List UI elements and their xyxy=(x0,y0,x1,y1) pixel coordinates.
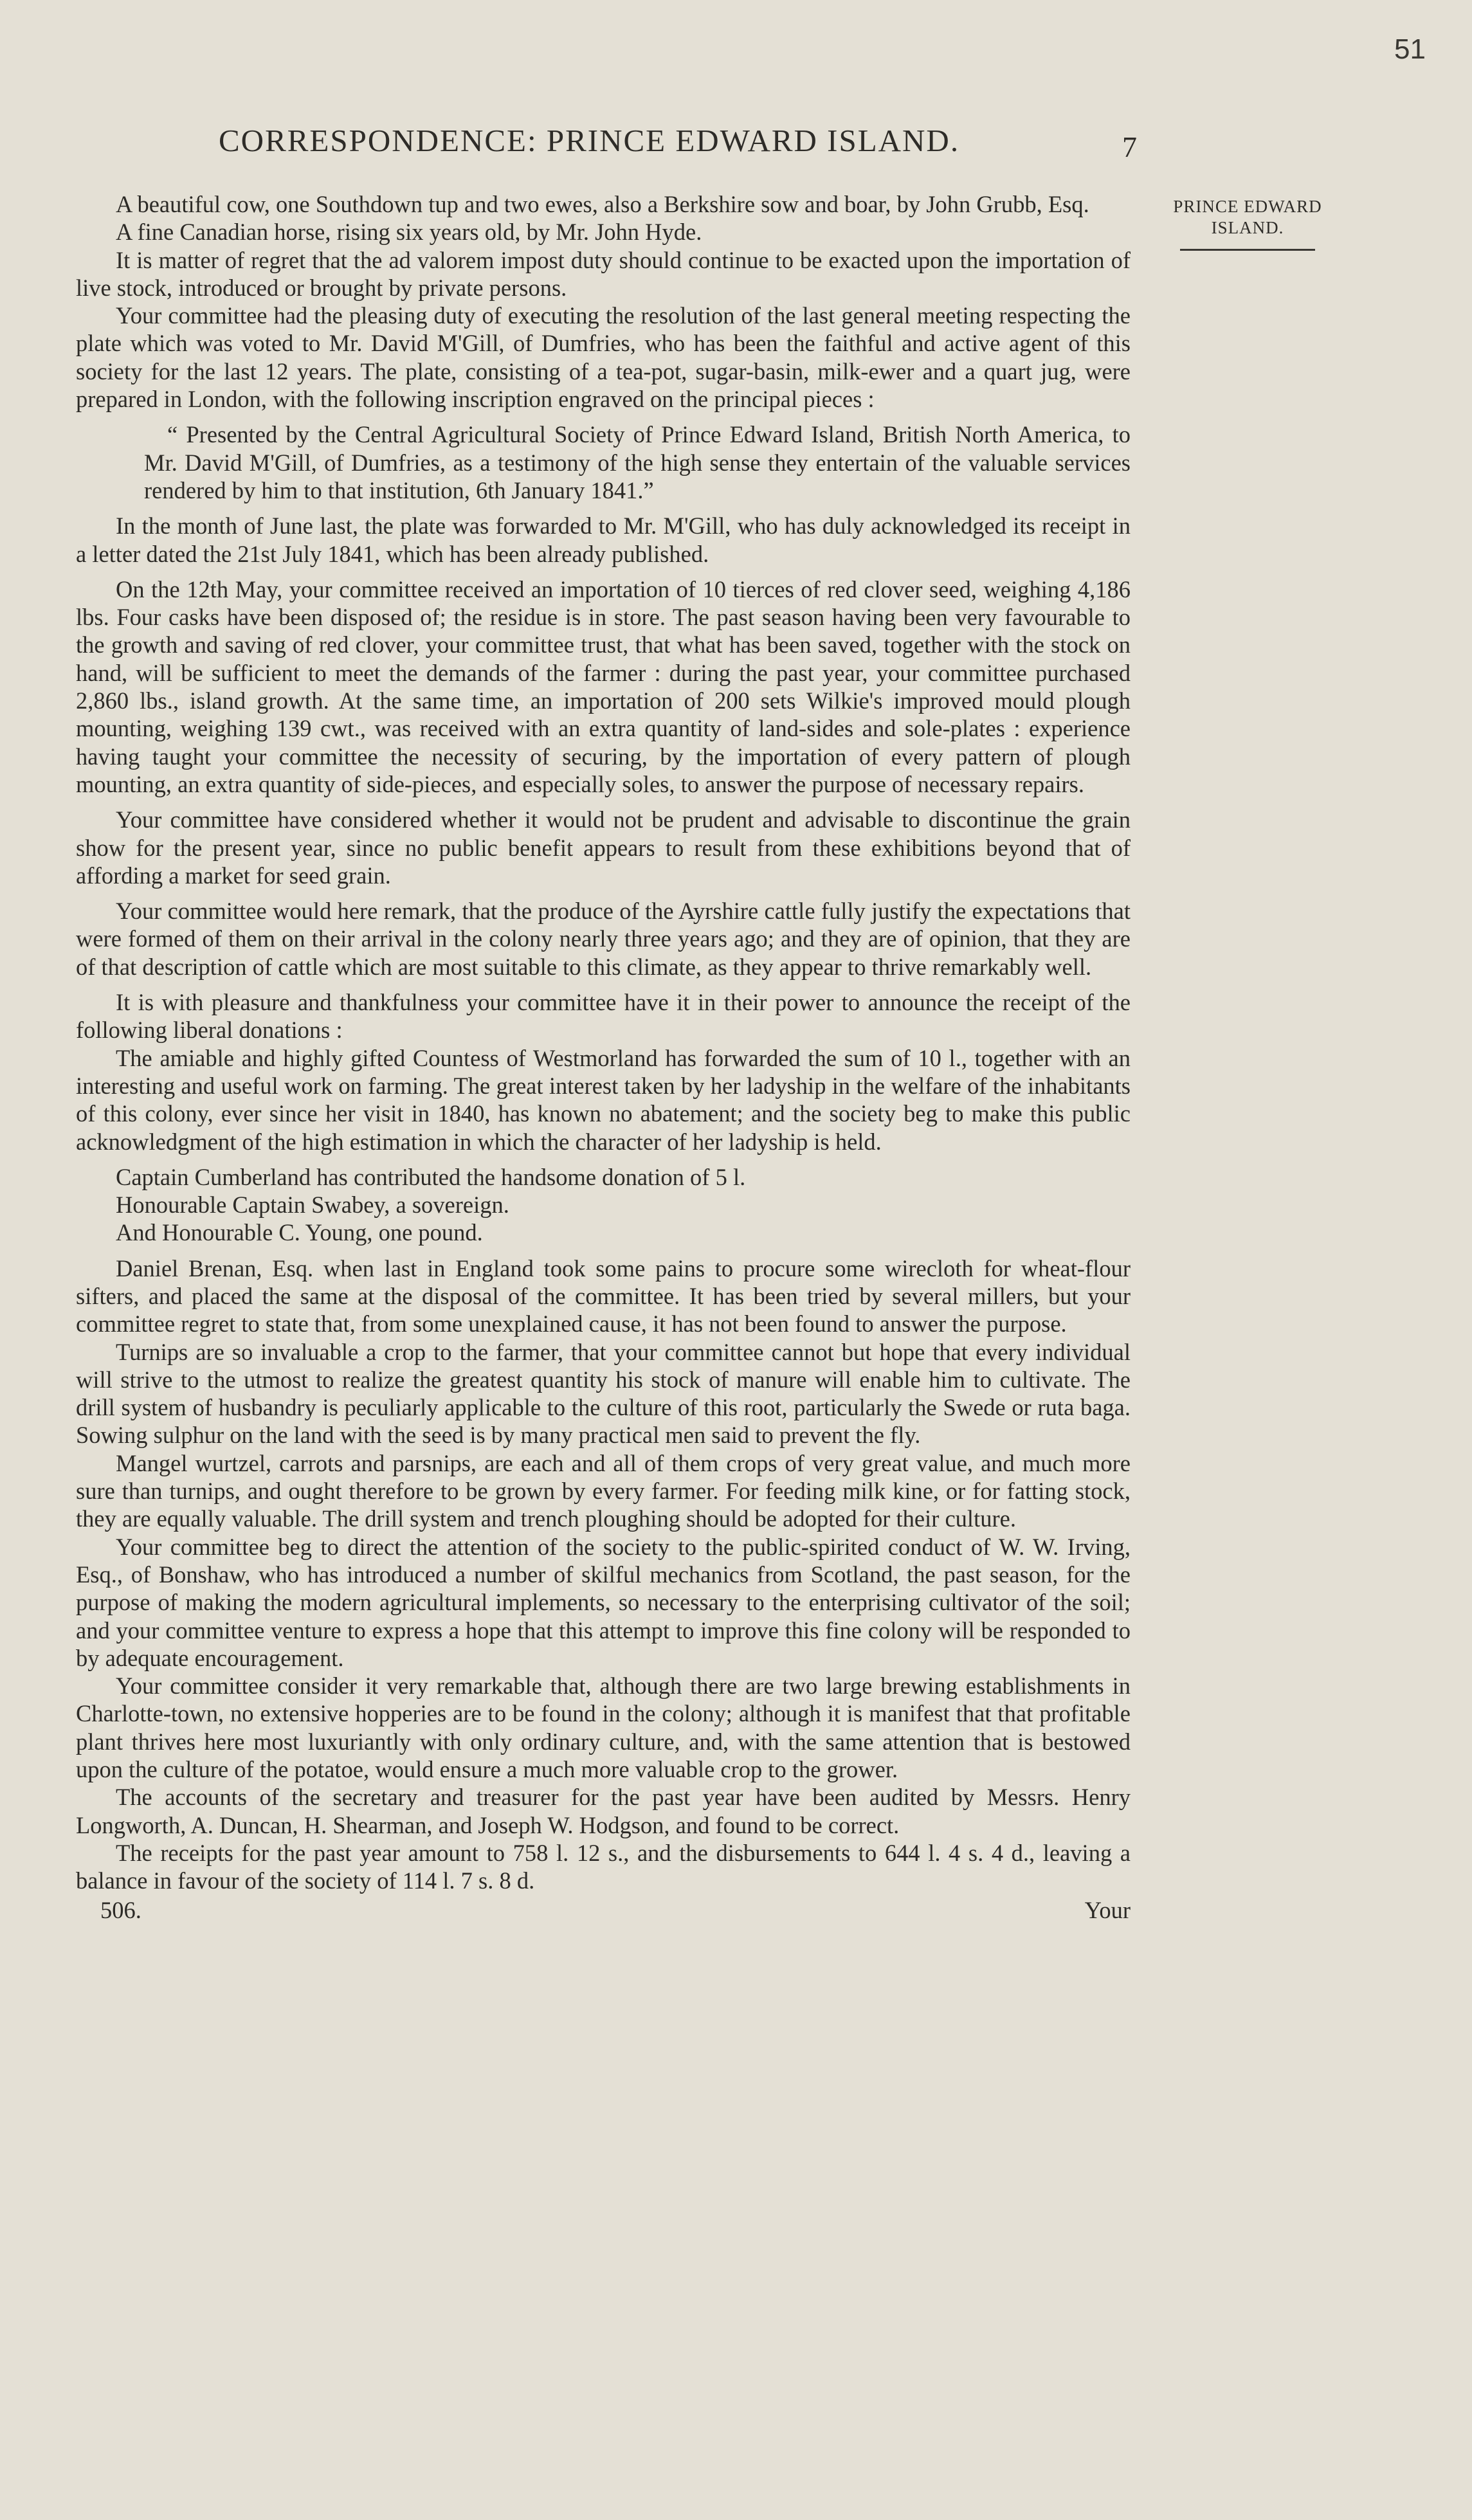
paragraph: It is matter of regret that the ad valorem impost duty should continue to be exacted upon the importation of live stock, introduced or brought by private persons. xyxy=(76,246,1131,301)
paragraph: Your committee consider it very remarkable that, although there are two large brewing establishments in Charlotte-town, no extensive hopperies are to be found in the colony; although it is manifest that that profitable plant thrives here most luxuriantly with only ordinary culture, and, with the same attention that is bestowed upon the culture of the potatoe, would ensure a much more valuable crop to the grower. xyxy=(76,1672,1131,1783)
paragraph: On the 12th May, your committee received an importation of 10 tierces of red clover seed, weighing 4,186 lbs. Four casks have been disposed of; the residue is in store. The past season having been very favourable to the growth and saving of red clover, your committee trust, that what has been saved, together with the stock on hand, will be sufficient to meet the demands of the farmer : during the past year, your committee purchased 2,860 lbs., island growth. At the same time, an importation of 200 sets Wilkie's improved mould plough mounting, weighing 139 cwt., was received with an extra quantity of land-sides and sole-plates : experience having taught your committee the necessity of securing, by the importation of every pattern of plough mounting, an extra quantity of side-pieces, and especially soles, to answer the purpose of necessary repairs. xyxy=(76,576,1131,797)
paragraph: It is with pleasure and thankfulness your committee have it in their power to announce the receipt of the following liberal donations : xyxy=(76,989,1131,1044)
catchword: Your xyxy=(1084,1896,1131,1923)
paragraph: Mangel wurtzel, carrots and parsnips, are each and all of them crops of very great value, and much more sure than turnips, and ought therefore to be grown by every farmer. For feeding milk kine, or for fatting stock, they are equally valuable. The drill system and trench ploughing should be adopted for their culture. xyxy=(76,1449,1131,1532)
signature-mark: 506. xyxy=(100,1896,141,1923)
margin-note-line1: PRINCE EDWARD xyxy=(1173,197,1322,216)
header-folio: 7 xyxy=(1122,131,1137,163)
page-number: 51 xyxy=(1394,33,1426,65)
inscription-quote: “ Presented by the Central Agricultural Society of Prince Edward Island, British North America, to Mr. David M'Gill, of Dumfries, as a testimony of the high sense they entertain of the valuable services rendered by him to that institution, 6th January 1841.” xyxy=(144,421,1131,503)
margin-note-line2: ISLAND. xyxy=(1211,218,1284,237)
body-text xyxy=(76,190,1131,1924)
paragraph: Turnips are so invaluable a crop to the farmer, that your committee cannot but hope that every individual will strive to the utmost to realize the greatest quantity his stock of manure will enable him to cultivate. The drill system of husbandry is peculiarly applicable to the culture of this root, particularly the Swede or ruta baga. Sowing sulphur on the land with the seed is by many practical men said to prevent the fly. xyxy=(76,1338,1131,1449)
paragraph: Your committee beg to direct the attention of the society to the public-spirited conduct of W. W. Irving, Esq., of Bonshaw, who has introduced a number of skilful mechanics from Scotland, the past season, for the purpose of making the modern agricultural implements, so necessary to the enterprising cultivator of the soil; and your committee venture to express a hope that this attempt to improve this fine colony will be responded to by adequate encouragement. xyxy=(76,1533,1131,1671)
paragraph: The receipts for the past year amount to 758 l. 12 s., and the disbursements to 644 l. 4 s. 4 d., leaving a balance in favour of the society of 114 l. 7 s. 8 d. xyxy=(76,1839,1131,1894)
paragraph: Your committee have considered whether it would not be prudent and advisable to discontinue the grain show for the present year, since no public benefit appears to result from these exhibitions beyond that of affording a market for seed grain. xyxy=(76,806,1131,889)
paragraph: The amiable and highly gifted Countess of Westmorland has forwarded the sum of 10 l., together with an interesting and useful work on farming. The great interest taken by her ladyship in the welfare of the inhabitants of this colony, ever since her visit in 1840, has known no abatement; and the society beg to make this public acknowledgment of the high estimation in which the character of her ladyship is held. xyxy=(76,1044,1131,1155)
paragraph: Captain Cumberland has contributed the handsome donation of 5 l. xyxy=(116,1163,746,1190)
header-title: CORRESPONDENCE: PRINCE EDWARD ISLAND. xyxy=(219,123,960,158)
paragraph: Your committee had the pleasing duty of executing the resolution of the last general meeting respecting the plate which was voted to Mr. David M'Gill, of Dumfries, who has been the faithful and active agent of this society for the last 12 years. The plate, consisting of a tea-pot, sugar-basin, milk-ewer and a quart jug, were prepared in London, with the following inscription engraved on the principal pieces : xyxy=(76,302,1131,413)
paragraph: A fine Canadian horse, rising six years old, by Mr. John Hyde. xyxy=(116,219,702,246)
paragraph: Your committee would here remark, that the produce of the Ayrshire cattle fully justify the expectations that were formed of them on their arrival in the colony nearly three years ago; and they are of opinion, that they are of that description of cattle which are most suitable to this climate, as they appear to thrive remarkably well. xyxy=(76,898,1131,980)
margin-rule xyxy=(1180,249,1315,251)
paragraph: Honourable Captain Swabey, a sovereign. xyxy=(116,1192,509,1219)
paragraph: The accounts of the secretary and treasurer for the past year have been audited by Messrs. Henry Longworth, A. Duncan, H. Shearman, and Joseph W. Hodgson, and found to be correct. xyxy=(76,1784,1131,1838)
running-header xyxy=(219,122,1138,167)
paragraph: Daniel Brenan, Esq. when last in England took some pains to procure some wirecloth for wheat-flour sifters, and placed the same at the disposal of the committee. It has been tried by several millers, but your committee regret to state that, from some unexplained cause, it has not been found to answer the purpose. xyxy=(76,1255,1131,1337)
margin-note xyxy=(1151,196,1344,251)
paragraph: A beautiful cow, one Southdown tup and two ewes, also a Berkshire sow and boar, by John Grubb, Esq. xyxy=(116,191,1089,217)
paragraph: And Honourable C. Young, one pound. xyxy=(116,1219,483,1246)
footer-line xyxy=(76,1896,1131,1924)
paragraph: In the month of June last, the plate was forwarded to Mr. M'Gill, who has duly acknowledged its receipt in a letter dated the 21st July 1841, which has been already published. xyxy=(76,512,1131,567)
